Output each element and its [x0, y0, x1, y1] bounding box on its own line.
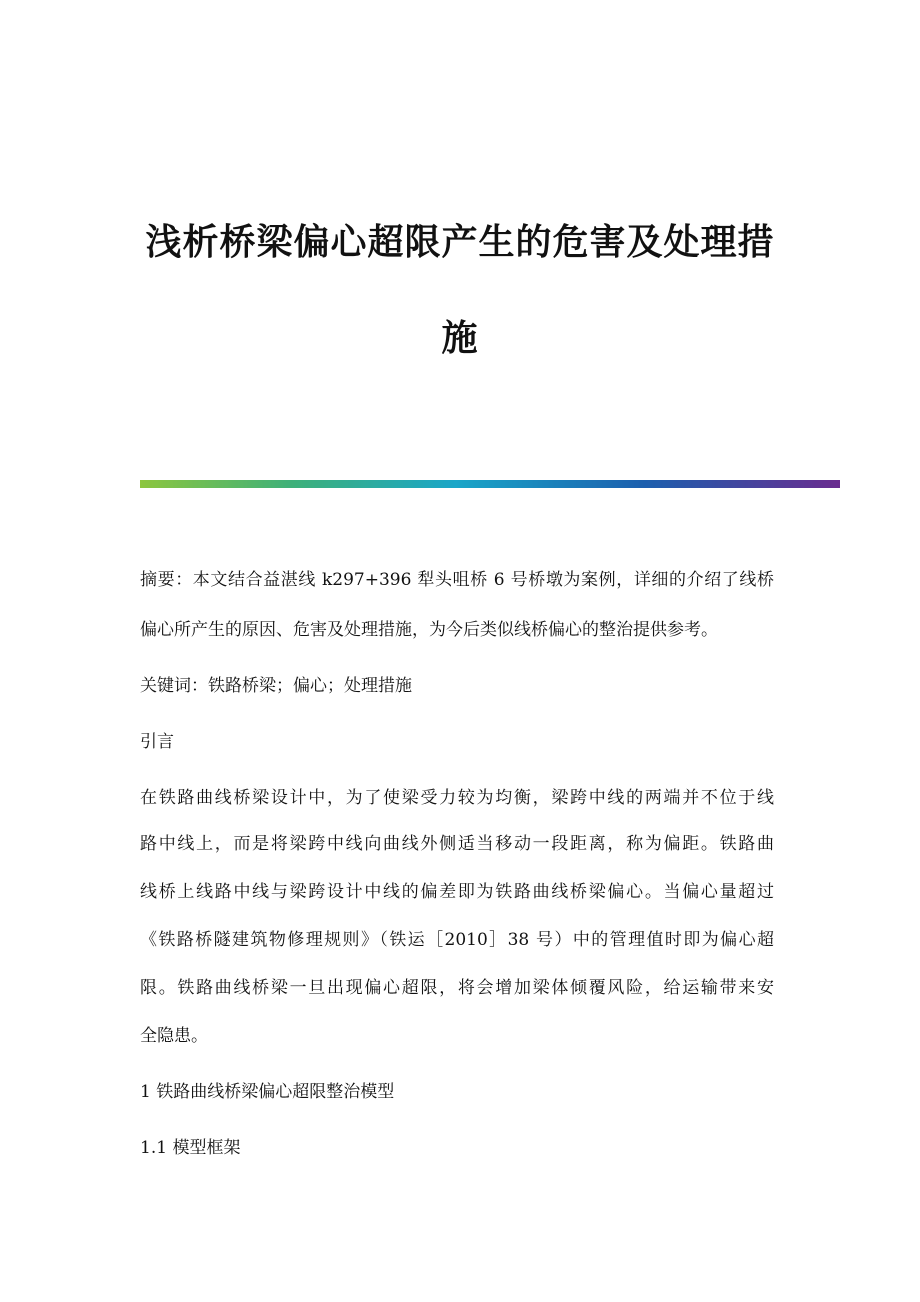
page-title-line-1: 浅析桥梁偏心超限产生的危害及处理措 [145, 221, 775, 263]
title-divider [140, 480, 840, 488]
intro-heading: 引言 [140, 732, 174, 752]
page-title-line-2: 施 [441, 317, 479, 359]
intro-line-3: 线桥上线路中线与梁跨设计中线的偏差即为铁路曲线桥梁偏心。当偏心量超过 [140, 882, 774, 902]
section-1-heading: 1 铁路曲线桥梁偏心超限整治模型 [140, 1082, 395, 1102]
intro-line-4: 《铁路桥隧建筑物修理规则》（铁运［2010］38 号）中的管理值时即为偏心超 [140, 930, 774, 950]
intro-line-1: 在铁路曲线桥梁设计中，为了使梁受力较为均衡，梁跨中线的两端并不位于线 [140, 788, 774, 808]
intro-line-5: 限。铁路曲线桥梁一旦出现偏心超限，将会增加梁体倾覆风险，给运输带来安 [140, 978, 774, 998]
section-1-1-heading: 1.1 模型框架 [140, 1138, 241, 1158]
keywords: 关键词：铁路桥梁；偏心；处理措施 [140, 676, 412, 696]
intro-line-2: 路中线上，而是将梁跨中线向曲线外侧适当移动一段距离，称为偏距。铁路曲 [140, 834, 774, 854]
intro-line-6: 全隐患。 [140, 1026, 208, 1046]
abstract-line-1: 摘要：本文结合益湛线 k297+396 犁头咀桥 6 号桥墩为案例，详细的介绍了线桥 [140, 570, 774, 590]
abstract-line-2: 偏心所产生的原因、危害及处理措施，为今后类似线桥偏心的整治提供参考。 [140, 620, 718, 640]
